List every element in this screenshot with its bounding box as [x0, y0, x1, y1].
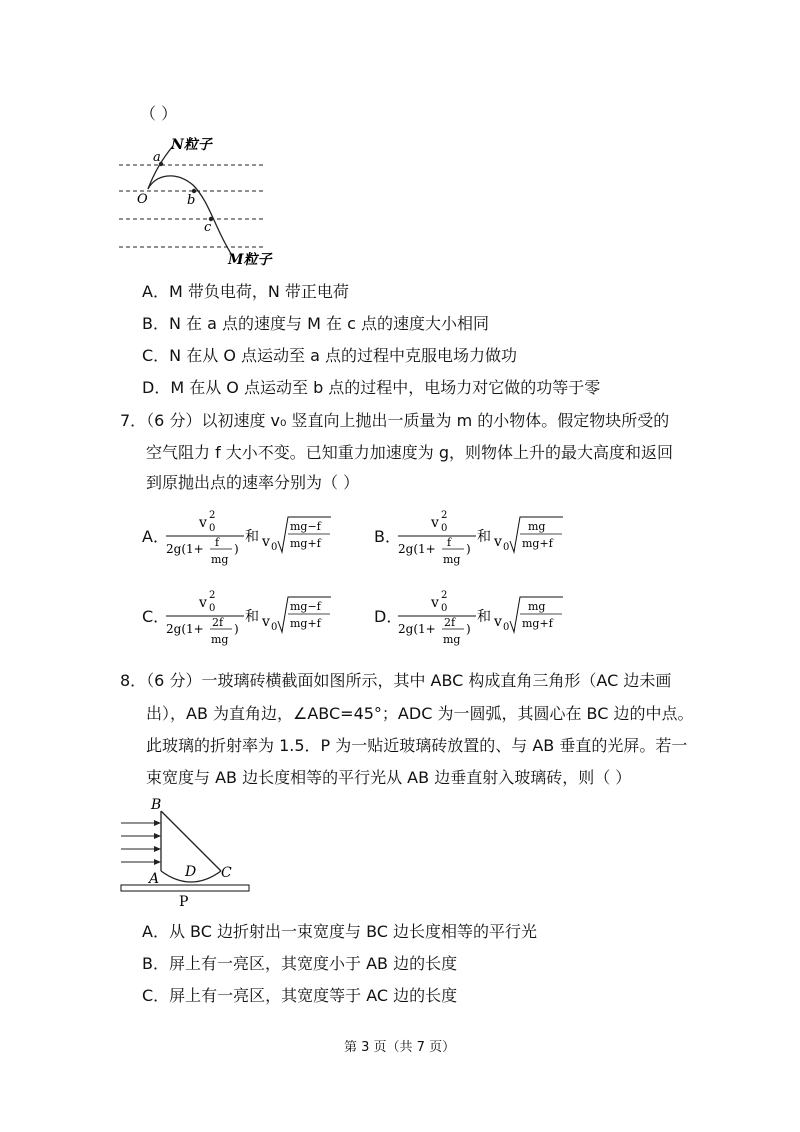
q6-option-b: B．N 在 a 点的速度与 M 在 c 点的速度大小相同 — [142, 314, 489, 333]
inner-frac-bot: mg — [211, 633, 229, 646]
numerator-v: v — [199, 515, 207, 531]
denominator-prefix: 2g(1+ — [398, 622, 436, 636]
label-a: A — [149, 871, 160, 887]
q7-option-b-formula — [398, 505, 568, 575]
speed-v: v — [494, 614, 502, 630]
bc-edge — [161, 811, 221, 871]
q8-stem-line-2: 出），AB 为直角边，∠ABC=45°；ADC 为一圆弧，其圆心在 BC 边的中点。 — [146, 704, 694, 723]
speed-sub: 0 — [503, 542, 510, 553]
numerator-exp: 2 — [209, 590, 216, 601]
incident-light-rays — [121, 823, 159, 862]
q7-option-d-letter: D． — [374, 607, 403, 626]
numerator-sub: 0 — [209, 603, 216, 614]
sqrt-top: mg−f — [290, 600, 321, 613]
speed-sub: 0 — [503, 622, 510, 633]
numerator-v: v — [431, 595, 439, 611]
sqrt-bot: mg+f — [290, 537, 321, 550]
numerator-exp: 2 — [441, 510, 448, 521]
q8-stem-line-4: 束宽度与 AB 边长度相等的平行光从 AB 边垂直射入玻璃砖，则（ ） — [146, 768, 632, 787]
point-o-label: O — [137, 192, 148, 207]
q8-option-c: C．屏上有一亮区，其宽度等于 AC 边的长度 — [142, 986, 458, 1005]
denominator-prefix: 2g(1+ — [398, 542, 436, 556]
numerator-v: v — [431, 515, 439, 531]
q6-option-c: C．N 在从 O 点运动至 a 点的过程中克服电场力做功 — [142, 346, 517, 365]
inner-frac-top: 2f — [444, 616, 456, 629]
denominator-suffix: ) — [466, 542, 471, 556]
numerator-sub: 0 — [209, 523, 216, 534]
q7-stem-line-2: 空气阻力 f 大小不变。已知重力加速度为 g，则物体上升的最大高度和返回 — [146, 443, 674, 462]
sqrt-bot: mg+f — [290, 617, 321, 630]
numerator-sub: 0 — [441, 523, 448, 534]
label-p: P — [179, 894, 189, 908]
speed-sub: 0 — [271, 622, 278, 633]
arrowhead-2 — [154, 833, 161, 839]
q8-stem-line-1: 8．（6 分）一玻璃砖横截面如图所示，其中 ABC 构成直角三角形（AC 边未画 — [120, 671, 672, 690]
q8-option-a: A．从 BC 边折射出一束宽度与 BC 边长度相等的平行光 — [142, 922, 538, 941]
denominator-prefix: 2g(1+ — [166, 622, 204, 636]
arrowhead-1 — [154, 820, 161, 826]
q7-stem-line-1: 7．（6 分）以初速度 v₀ 竖直向上抛出一质量为 m 的小物体。假定物块所受的 — [120, 411, 670, 430]
denominator-suffix: ) — [466, 622, 471, 636]
label-d: D — [185, 864, 197, 880]
numerator-v: v — [199, 595, 207, 611]
q6-option-d: D．M 在从 O 点运动至 b 点的过程中，电场力对它做的功等于零 — [142, 378, 601, 397]
inner-frac-top: 2f — [212, 616, 224, 629]
inner-frac-bot: mg — [443, 633, 461, 646]
ray-arrowheads — [154, 820, 161, 865]
q7-stem-line-3: 到原抛出点的速率分别为（ ） — [146, 473, 360, 492]
label-c: C — [221, 865, 232, 881]
q6-answer-paren: （ ） — [140, 104, 178, 123]
and-word: 和 — [477, 529, 491, 545]
denominator-suffix: ) — [234, 622, 239, 636]
page-footer: 第 3 页（共 7 页） — [344, 1040, 456, 1055]
screen-p — [121, 885, 249, 891]
inner-frac-bot: mg — [211, 553, 229, 566]
q7-option-b-letter: B． — [374, 527, 401, 546]
and-word: 和 — [245, 529, 259, 545]
speed-v: v — [262, 534, 270, 550]
sqrt-bot: mg+f — [522, 617, 553, 630]
q8-stem-line-3: 此玻璃的折射率为 1.5．P 为一贴近玻璃砖放置的、与 AB 垂直的光屏。若一 — [146, 736, 688, 755]
arrowhead-3 — [154, 846, 161, 852]
q6-field-figure — [115, 130, 290, 275]
inner-frac-bot: mg — [443, 553, 461, 566]
denominator-suffix: ) — [234, 542, 239, 556]
numerator-exp: 2 — [441, 590, 448, 601]
n-particle-label: N粒子 — [171, 137, 212, 153]
q7-option-c-letter: C． — [142, 607, 170, 626]
inner-frac-top: f — [447, 536, 452, 549]
sqrt-bot: mg+f — [522, 537, 553, 550]
inner-frac-top: f — [215, 536, 220, 549]
sqrt-top: mg — [528, 520, 546, 533]
q7-option-d-formula — [398, 585, 568, 655]
q7-option-a-formula — [166, 505, 336, 575]
speed-v: v — [494, 534, 502, 550]
numerator-sub: 0 — [441, 603, 448, 614]
and-word: 和 — [477, 609, 491, 625]
speed-sub: 0 — [271, 542, 278, 553]
denominator-prefix: 2g(1+ — [166, 542, 204, 556]
sqrt-top: mg−f — [290, 520, 321, 533]
speed-v: v — [262, 614, 270, 630]
q6-option-a: A．M 带负电荷，N 带正电荷 — [142, 282, 349, 301]
arrowhead-4 — [154, 859, 161, 865]
q8-option-b: B．屏上有一亮区，其宽度小于 AB 边的长度 — [142, 954, 458, 973]
and-word: 和 — [245, 609, 259, 625]
m-particle-label: M粒子 — [228, 252, 272, 268]
q7-option-a-letter: A． — [142, 527, 169, 546]
q7-option-c-formula — [166, 585, 336, 655]
q8-glass-figure — [115, 793, 260, 908]
numerator-exp: 2 — [209, 510, 216, 521]
sqrt-top: mg — [528, 600, 546, 613]
point-a-label: a — [153, 150, 161, 165]
label-b: B — [151, 797, 162, 813]
point-c-label: c — [204, 220, 212, 235]
point-b-label: b — [187, 193, 196, 208]
